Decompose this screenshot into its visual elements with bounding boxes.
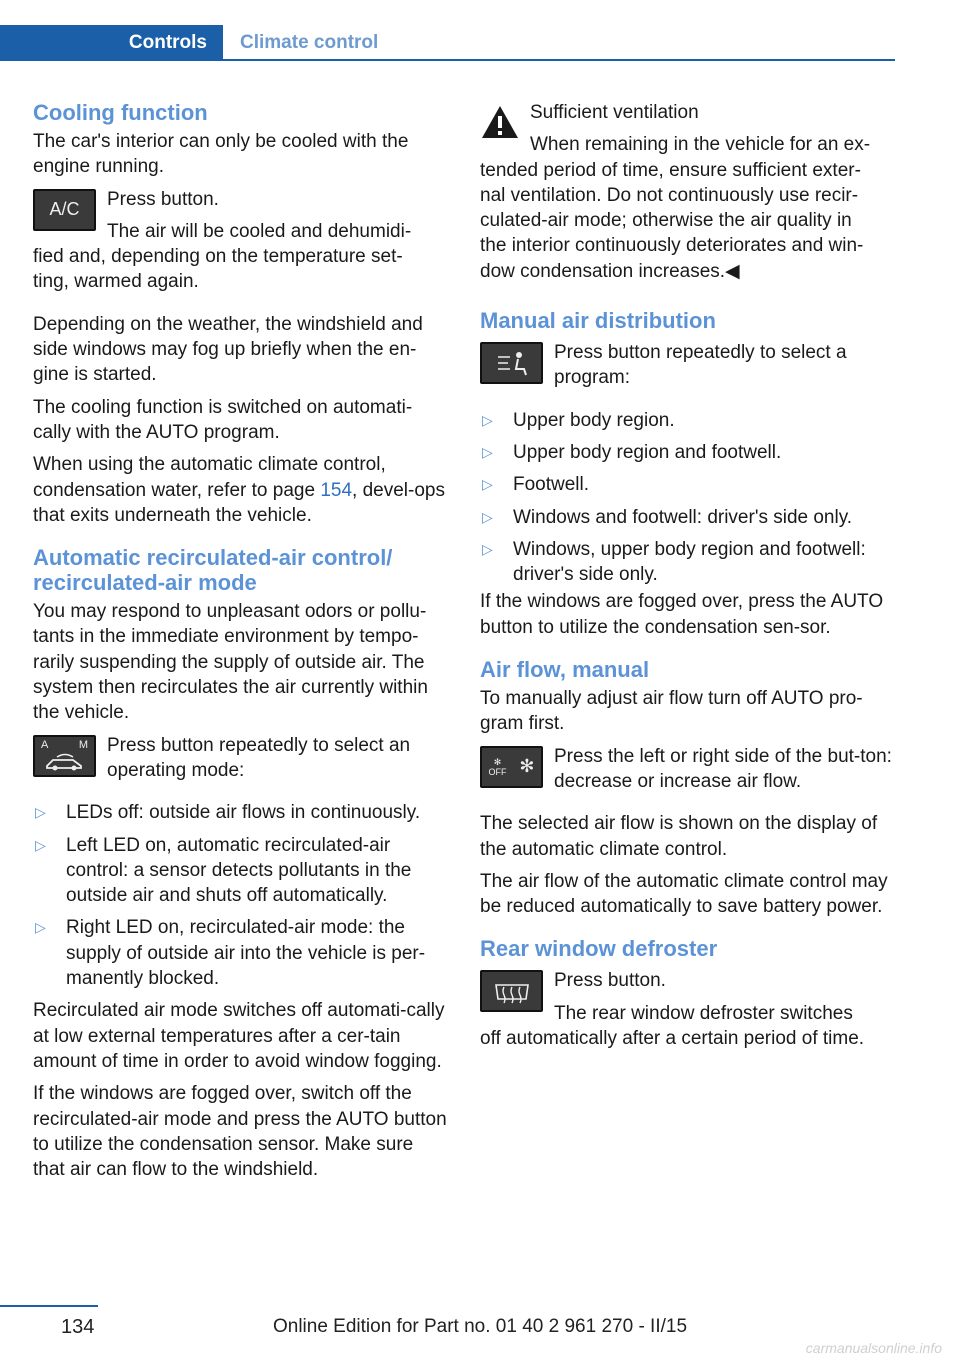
list-item: ▷ LEDs off: outside air flows in continuously. [33,800,448,825]
defroster-press-detail-rest: off automatically after a certain period of time. [480,1028,865,1050]
warning-text-rest: tended period of time, ensure sufficient exter‐ nal ventilation. Do not continuously use recir‐ culated-air mode; otherwise the air quality in the interior continuously deteriorates and win‐ dow condensation increases.◀ [480,159,864,282]
recirc-p2: If the windows are fogged over, switch off the recirculated-air mode and press the AUTO button to utilize the condensation sensor. Make sure that air can flow to the windshield. [33,1083,447,1181]
recirc-button-row [33,733,448,784]
list-item: ▷ Footwell. [480,472,898,497]
seated-person-airflow-icon [492,349,532,377]
page-link-154[interactable]: 154 [320,479,353,501]
warning-title: Sufficient ventilation [530,102,699,123]
ac-button-icon [33,189,96,231]
heading-rear-window-defroster: Rear window defroster [480,936,718,962]
defroster-button-row [480,968,898,1026]
triangle-bullet-icon: ▷ [482,540,493,557]
heading-air-flow-manual: Air flow, manual [480,657,650,683]
list-item: ▷ Left LED on, automatic recirculated-air control: a sensor detects pollutants in the outside air and shuts off automatically. [33,833,448,909]
ac-press-detail-rest: fied and, depending on the temperature set‐ ting, warmed again. [33,246,403,293]
list-item: ▷ Windows and footwell: driver's side only. [480,505,898,530]
fan-off-icon: ✻ OFF [488,756,507,777]
recirc-mode-list [33,800,448,991]
ac-button-row [33,187,448,245]
distribution-button-row [480,340,898,391]
air-distribution-button-icon [480,342,543,384]
recirc-press-text: Press button repeatedly to select an operating mode: [107,734,411,781]
defroster-press-text: Press button. [554,970,666,992]
recirc-intro: You may respond to unpleasant odors or pollu‐tants in the immediate environment by tempo‐rarily suspending the supply of outside air. The system then recirculates the air currently within the vehicle. [33,601,428,724]
distribution-p1: If the windows are fogged over, press the AUTO button to utilize the condensation sen‐sor. [480,591,884,638]
recirc-p1: Recirculated air mode switches off automati‐cally at low external temperatures after a cer‐tain amount of time in order to avoid window fogging. [33,1000,445,1072]
warning-block [480,100,898,158]
defroster-press-detail-first: The rear window defroster switches [554,1002,853,1024]
airflow-button-icon [480,746,543,788]
cooling-p2: The cooling function is switched on automati‐cally with the AUTO program. [33,396,413,443]
airflow-p1: The selected air flow is shown on the display of the automatic climate control. [480,813,878,860]
edition-footer: Online Edition for Part no. 01 40 2 961 270 - II/15 [272,1316,688,1337]
ac-press-text: Press button. [107,188,219,210]
watermark: carmanualsonline.info [805,1340,942,1356]
triangle-bullet-icon: ▷ [482,476,493,493]
list-item: ▷ Upper body region. [480,408,898,433]
warning-triangle-icon [480,104,520,140]
left-column [33,100,448,1182]
fan-off-label: OFF [488,766,507,777]
heading-cooling-function: Cooling function [33,100,208,125]
airflow-press-text: Press the left or right side of the but‐ton: decrease or increase air flow. [554,745,892,792]
heading-recirculated-air: Automatic recirculated-air control/ recirculated-air mode [33,545,393,596]
ac-icon-label: A/C [49,199,80,220]
airflow-intro: To manually adjust air flow turn off AUTO pro‐gram first. [480,688,863,735]
page-number: 134 [61,1316,95,1338]
heading-manual-air-distribution: Manual air distribution [480,308,716,334]
ac-press-detail-first: The air will be cooled and dehumidi‐ [107,220,412,242]
header-rule [0,59,895,61]
fan-icon: ✻ [519,756,535,777]
triangle-bullet-icon: ▷ [35,919,46,936]
triangle-bullet-icon: ▷ [35,804,46,821]
cooling-p3-b: , devel‐ops that exits underneath the vehicle. [33,479,445,526]
recirc-button-icon [33,735,96,777]
cooling-p1: Depending on the weather, the windshield and side windows may fog up briefly when the en‐gine is started. [33,313,423,386]
car-recirculation-icon [43,752,87,772]
cooling-intro: The car's interior can only be cooled with the engine running. [33,131,409,178]
page-number-rule [0,1305,98,1307]
right-column [480,100,898,1051]
tab-controls[interactable]: Controls [0,25,223,61]
page-header [0,25,895,61]
triangle-bullet-icon: ▷ [482,508,493,525]
distribution-press-text: Press button repeatedly to select a program: [554,342,847,389]
airflow-button-row [480,744,898,795]
recirc-icon-m: M [78,738,88,751]
cooling-p3 [33,452,448,528]
list-item: ▷ Windows, upper body region and footwell: driver's side only. [480,537,898,588]
tab-climate-control[interactable]: Climate control [240,32,379,53]
distribution-program-list [480,408,898,588]
recirc-icon-a: A [41,738,49,751]
rear-window-heat-icon [492,977,532,1005]
warning-text-first: When remaining in the vehicle for an ex‐ [530,134,871,156]
triangle-bullet-icon: ▷ [482,411,493,428]
triangle-bullet-icon: ▷ [35,836,46,853]
rear-defroster-button-icon [480,970,543,1012]
triangle-bullet-icon: ▷ [482,443,493,460]
cooling-p3-a: When using the automatic climate control, condensation water, refer to page [33,454,386,501]
list-item: ▷ Upper body region and footwell. [480,440,898,465]
airflow-p2: The air flow of the automatic climate control may be reduced automatically to save battery power. [480,870,888,918]
list-item: ▷ Right LED on, recirculated-air mode: the supply of outside air into the vehicle is per‐manently blocked. [33,915,448,991]
